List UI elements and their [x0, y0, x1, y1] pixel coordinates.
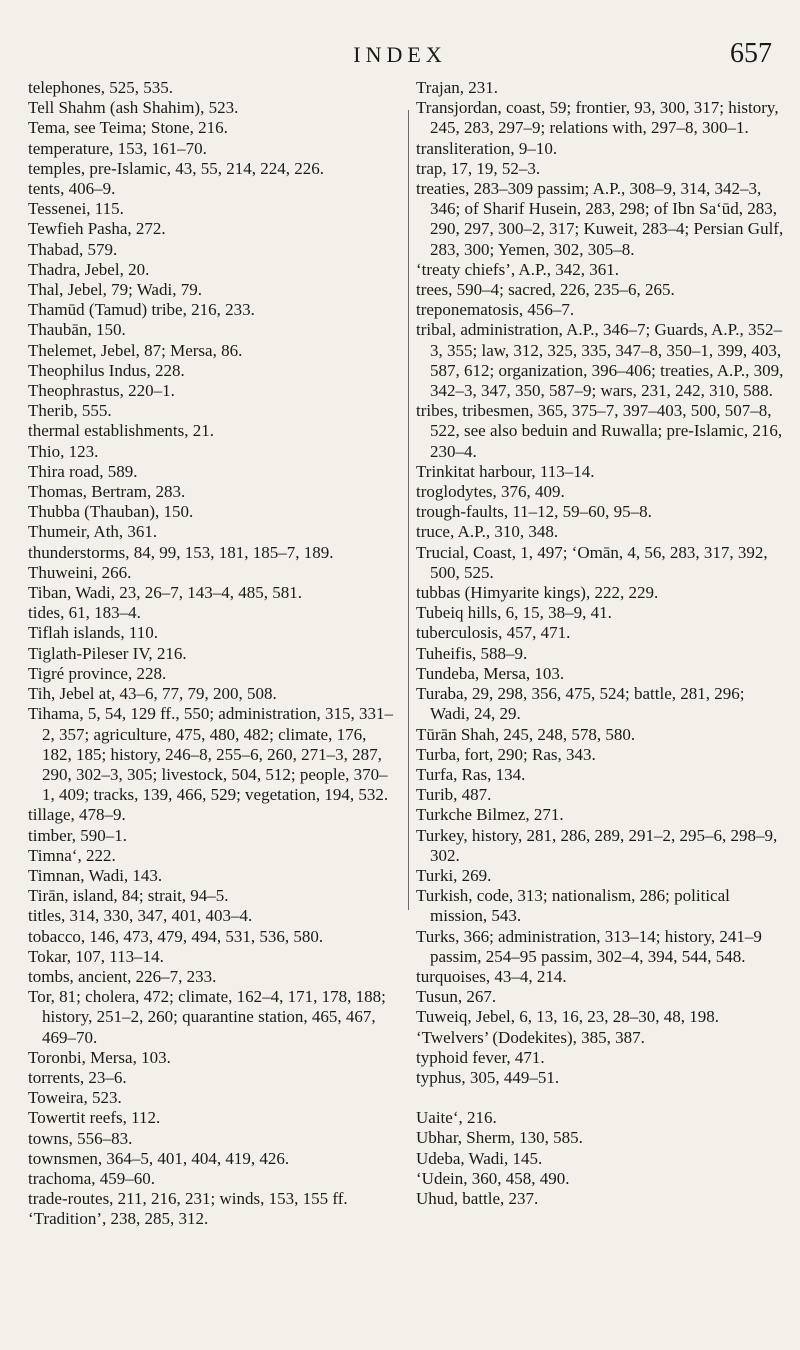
index-entry: trap, 17, 19, 52–3. — [416, 158, 541, 178]
index-entry: Turib, 487. — [416, 785, 492, 805]
index-entry: Tiflah islands, 110. — [28, 623, 159, 643]
index-entry: Tessenei, 115. — [28, 199, 124, 219]
section-gap — [416, 1088, 786, 1108]
index-entry: tents, 406–9. — [28, 179, 116, 199]
index-entry: Turks, 366; administration, 313–14; history, 241–9 passim, 254–95 passim, 302–4, 394, 544, 548. — [416, 926, 762, 966]
index-entry: truce, A.P., 310, 348. — [416, 522, 559, 542]
index-entry: Tiban, Wadi, 23, 26–7, 143–4, 485, 581. — [28, 583, 302, 603]
index-entry: trough-faults, 11–12, 59–60, 95–8. — [416, 502, 652, 522]
index-entry: Turfa, Ras, 134. — [416, 764, 526, 784]
index-entry: Tor, 81; cholera, 472; climate, 162–4, 171, 178, 188; history, 251–2, 260; quarantine station, 465, 467, 469–70. — [28, 987, 386, 1047]
index-entry: Thaubān, 150. — [28, 320, 126, 340]
index-entry: temples, pre-Islamic, 43, 55, 214, 224, 226. — [28, 158, 325, 178]
index-entry: timber, 590–1. — [28, 825, 127, 845]
index-entry: Thumeir, Ath, 361. — [28, 522, 158, 542]
index-entry: Towertit reefs, 112. — [28, 1108, 161, 1128]
index-entry: ‘treaty chiefs’, A.P., 342, 361. — [416, 259, 620, 279]
index-entry: Turba, fort, 290; Ras, 343. — [416, 744, 596, 764]
index-entry: Tihama, 5, 54, 129 ff., 550; administration, 315, 331–2, 357; agriculture, 475, 480, 482; climate, 176, 182, 185; history, 246–8, 255–6, 260, 271–3, 287, 290, 302–3, 305; livestock, 504, 512; people, 370–1, 409; tracks, 139, 466, 529; vegetation, 194, 532. — [28, 704, 394, 805]
index-entry: Ubhar, Sherm, 130, 585. — [416, 1128, 583, 1148]
index-entry: Tuheifis, 588–9. — [416, 643, 528, 663]
column-divider — [408, 110, 409, 910]
index-column-right — [416, 78, 786, 1209]
index-entry: Thamūd (Tamud) tribe, 216, 233. — [28, 300, 255, 320]
index-entry: Theophrastus, 220–1. — [28, 381, 175, 401]
index-entry: tides, 61, 183–4. — [28, 603, 141, 623]
index-entry: troglodytes, 376, 409. — [416, 482, 565, 502]
index-entry: treponematosis, 456–7. — [416, 300, 575, 320]
index-entry: telephones, 525, 535. — [28, 78, 173, 97]
index-entry: Tokar, 107, 113–14. — [28, 946, 164, 966]
index-entry: typhoid fever, 471. — [416, 1047, 545, 1067]
index-entry: ‘Tradition’, 238, 285, 312. — [28, 1209, 209, 1229]
index-entry: Turki, 269. — [416, 865, 492, 885]
index-entry: thunderstorms, 84, 99, 153, 181, 185–7, 189. — [28, 542, 334, 562]
index-entry: ‘Udein, 360, 458, 490. — [416, 1168, 570, 1188]
index-entry: Udeba, Wadi, 145. — [416, 1148, 543, 1168]
index-column-left — [28, 78, 400, 1230]
index-entry: Thadra, Jebel, 20. — [28, 259, 150, 279]
index-entry: Turkish, code, 313; nationalism, 286; political mission, 543. — [416, 886, 730, 926]
index-entry: Timna‘, 222. — [28, 845, 116, 865]
index-entry: Uaite‘, 216. — [416, 1108, 497, 1128]
index-entry: Tirān, island, 84; strait, 94–5. — [28, 886, 229, 906]
index-entry: trees, 590–4; sacred, 226, 235–6, 265. — [416, 280, 675, 300]
page-number: 657 — [730, 38, 772, 69]
index-entry: tubbas (Himyarite kings), 222, 229. — [416, 583, 659, 603]
index-entry: Tiglath-Pileser IV, 216. — [28, 643, 187, 663]
index-entry: tobacco, 146, 473, 479, 494, 531, 536, 580. — [28, 926, 324, 946]
index-entry: Timnan, Wadi, 143. — [28, 865, 163, 885]
index-entry: tombs, ancient, 226–7, 233. — [28, 966, 217, 986]
index-entry: Tuweiq, Jebel, 6, 13, 16, 23, 28–30, 48, 198. — [416, 1007, 720, 1027]
index-entry: Tūrān Shah, 245, 248, 578, 580. — [416, 724, 636, 744]
index-entry: Thubba (Thauban), 150. — [28, 502, 194, 522]
index-entry: thermal establishments, 21. — [28, 421, 215, 441]
index-entry: Turkche Bilmez, 271. — [416, 805, 564, 825]
index-entry: tuberculosis, 457, 471. — [416, 623, 571, 643]
index-entry: Thelemet, Jebel, 87; Mersa, 86. — [28, 340, 243, 360]
index-entry: Turkey, history, 281, 286, 289, 291–2, 295–6, 298–9, 302. — [416, 825, 778, 865]
index-entry: Thomas, Bertram, 283. — [28, 482, 186, 502]
index-entry: Tell Shahm (ash Shahim), 523. — [28, 98, 239, 118]
index-entry: Therib, 555. — [28, 401, 112, 421]
index-entry: Toronbi, Mersa, 103. — [28, 1047, 171, 1067]
index-entry: tribes, tribesmen, 365, 375–7, 397–403, 500, 507–8, 522, see also beduin and Ruwalla; pre-Islamic, 216, 230–4. — [416, 401, 783, 461]
index-entry: Trucial, Coast, 1, 497; ‘Omān, 4, 56, 283, 317, 392, 500, 525. — [416, 542, 768, 582]
index-entry: towns, 556–83. — [28, 1128, 133, 1148]
index-entry: Tewfieh Pasha, 272. — [28, 219, 166, 239]
index-entry: ‘Twelvers’ (Dodekites), 385, 387. — [416, 1027, 645, 1047]
index-entry: Thuweini, 266. — [28, 562, 132, 582]
index-entry: treaties, 283–309 passim; A.P., 308–9, 314, 342–3, 346; of Sharif Husein, 283, 298; of Ibn Sa‘ūd, 283, 290, 297, 300–2, 317; Kuweit, 283–4; Persian Gulf, 283, 300; Yemen, 302, 305–8. — [416, 179, 784, 259]
index-entry: Toweira, 523. — [28, 1088, 122, 1108]
index-entry: Thio, 123. — [28, 441, 99, 461]
index-entry: Tih, Jebel at, 43–6, 77, 79, 200, 508. — [28, 684, 277, 704]
index-entry: tribal, administration, A.P., 346–7; Guards, A.P., 352–3, 355; law, 312, 325, 335, 347–8, 350–1, 399, 403, 587, 612; organization, 396–406; treaties, A.P., 309, 342–3, 347, 350, 587–9; wars, 231, 242, 310, 588. — [416, 320, 784, 401]
index-entry: Tigré province, 228. — [28, 663, 167, 683]
index-entry: tillage, 478–9. — [28, 805, 126, 825]
page-title: INDEX — [353, 42, 447, 67]
index-entry: temperature, 153, 161–70. — [28, 138, 207, 158]
index-entry: Thabad, 579. — [28, 239, 118, 259]
index-entry: turquoises, 43–4, 214. — [416, 966, 567, 986]
index-entry: Thal, Jebel, 79; Wadi, 79. — [28, 280, 202, 300]
index-entry: Thira road, 589. — [28, 461, 138, 481]
index-entry: Turaba, 29, 298, 356, 475, 524; battle, 281, 296; Wadi, 24, 29. — [416, 684, 745, 724]
index-entry: Tubeiq hills, 6, 15, 38–9, 41. — [416, 603, 612, 623]
index-entry: trade-routes, 211, 216, 231; winds, 153, 155 ff. — [28, 1189, 348, 1209]
index-entry: torrents, 23–6. — [28, 1067, 127, 1087]
index-entry: Tundeba, Mersa, 103. — [416, 663, 565, 683]
index-entry: Uhud, battle, 237. — [416, 1188, 539, 1208]
index-entry: typhus, 305, 449–51. — [416, 1067, 560, 1087]
page-header — [0, 38, 800, 82]
index-entry: Tema, see Teima; Stone, 216. — [28, 118, 228, 138]
index-entry: trachoma, 459–60. — [28, 1168, 155, 1188]
index-entry: Trajan, 231. — [416, 78, 499, 97]
index-entry: townsmen, 364–5, 401, 404, 419, 426. — [28, 1148, 290, 1168]
index-entry: transliteration, 9–10. — [416, 138, 558, 158]
index-entry: Theophilus Indus, 228. — [28, 360, 185, 380]
index-entry: Tusun, 267. — [416, 987, 497, 1007]
index-entry: Trinkitat harbour, 113–14. — [416, 461, 595, 481]
index-entry: titles, 314, 330, 347, 401, 403–4. — [28, 906, 253, 926]
index-entry: Transjordan, coast, 59; frontier, 93, 300, 317; history, 245, 283, 297–9; relations with, 297–8, 300–1. — [416, 98, 779, 138]
